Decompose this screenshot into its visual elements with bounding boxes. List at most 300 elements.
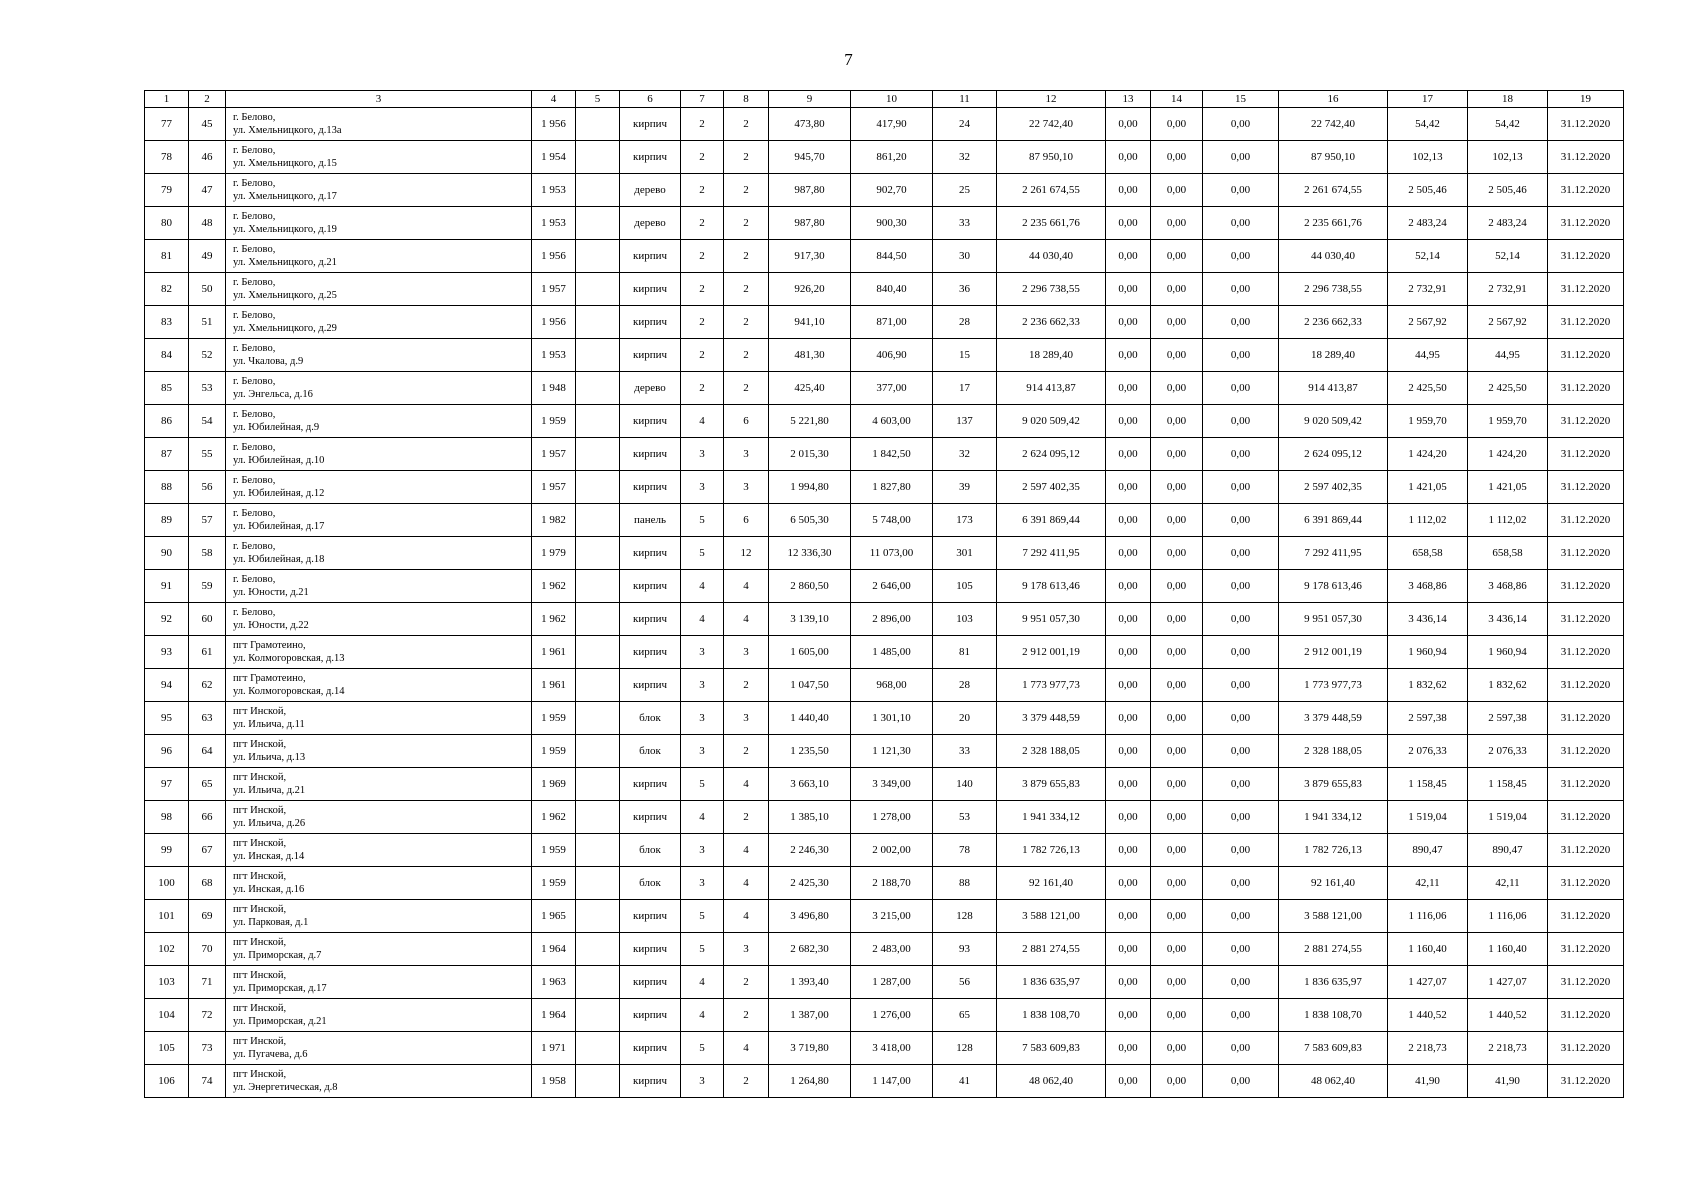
table-cell: 0,00: [1151, 570, 1203, 603]
table-cell: 99: [145, 834, 189, 867]
table-cell: 31.12.2020: [1548, 405, 1624, 438]
table-cell: 4: [724, 834, 769, 867]
table-cell: 173: [933, 504, 997, 537]
table-cell: 0,00: [1106, 240, 1151, 273]
address-locality: пгт Инской,: [233, 739, 287, 750]
table-cell: 1 962: [532, 570, 576, 603]
address-street: ул. Чкалова, д.9: [233, 356, 304, 367]
address-street: ул. Юности, д.22: [233, 620, 309, 631]
table-cell: 1 956: [532, 306, 576, 339]
table-cell: 2 881 274,55: [997, 933, 1106, 966]
address-cell: [226, 570, 532, 603]
table-cell: 81: [933, 636, 997, 669]
address-cell: [226, 240, 532, 273]
table-cell: 85: [145, 372, 189, 405]
table-cell: 25: [933, 174, 997, 207]
table-cell: 4: [681, 603, 724, 636]
table-cell: [576, 900, 620, 933]
column-header: 14: [1151, 91, 1203, 108]
address-street: ул. Пугачева, д.6: [233, 1049, 308, 1060]
table-cell: 72: [189, 999, 226, 1032]
address-street: ул. Юбилейная, д.10: [233, 455, 325, 466]
table-cell: 0,00: [1151, 108, 1203, 141]
column-header: 19: [1548, 91, 1624, 108]
table-cell: 1 838 108,70: [997, 999, 1106, 1032]
table-cell: 1 941 334,12: [997, 801, 1106, 834]
table-cell: 2 624 095,12: [997, 438, 1106, 471]
column-header: 9: [769, 91, 851, 108]
table-cell: 0,00: [1151, 735, 1203, 768]
address-locality: г. Белово,: [233, 343, 276, 354]
table-cell: 0,00: [1106, 801, 1151, 834]
table-cell: 7 292 411,95: [997, 537, 1106, 570]
table-cell: 18 289,40: [997, 339, 1106, 372]
column-header: 13: [1106, 91, 1151, 108]
table-cell: 70: [189, 933, 226, 966]
table-row: [145, 735, 1624, 768]
table-cell: [576, 471, 620, 504]
table-cell: 2: [724, 108, 769, 141]
address-street: ул. Юбилейная, д.17: [233, 521, 325, 532]
table-cell: 1 836 635,97: [1279, 966, 1388, 999]
address-locality: г. Белово,: [233, 607, 276, 618]
address-cell: [226, 207, 532, 240]
table-cell: 0,00: [1203, 801, 1279, 834]
table-cell: 106: [145, 1065, 189, 1098]
table-cell: 22 742,40: [997, 108, 1106, 141]
table-cell: 4: [724, 570, 769, 603]
table-cell: 41,90: [1388, 1065, 1468, 1098]
table-cell: 2: [681, 174, 724, 207]
table-cell: 3 468,86: [1388, 570, 1468, 603]
table-cell: кирпич: [620, 768, 681, 801]
table-cell: 2 076,33: [1388, 735, 1468, 768]
table-cell: 11 073,00: [851, 537, 933, 570]
address-locality: г. Белово,: [233, 541, 276, 552]
table-cell: 3 468,86: [1468, 570, 1548, 603]
table-cell: 15: [933, 339, 997, 372]
table-cell: 3 139,10: [769, 603, 851, 636]
table-cell: 968,00: [851, 669, 933, 702]
table-cell: 473,80: [769, 108, 851, 141]
address-street: ул. Хмельницкого, д.15: [233, 158, 337, 169]
table-cell: 31.12.2020: [1548, 669, 1624, 702]
table-cell: 4: [724, 603, 769, 636]
table-cell: 4: [681, 570, 724, 603]
table-cell: 52: [189, 339, 226, 372]
table-cell: 0,00: [1151, 801, 1203, 834]
table-cell: 3: [681, 669, 724, 702]
column-header: 7: [681, 91, 724, 108]
table-cell: 39: [933, 471, 997, 504]
table-cell: 102: [145, 933, 189, 966]
table-cell: 890,47: [1468, 834, 1548, 867]
address-cell: [226, 438, 532, 471]
table-cell: 20: [933, 702, 997, 735]
table-cell: 1 941 334,12: [1279, 801, 1388, 834]
table-cell: 3 663,10: [769, 768, 851, 801]
column-header: 12: [997, 91, 1106, 108]
table-cell: кирпич: [620, 570, 681, 603]
housing-register-table: [144, 90, 1624, 1098]
table-cell: 1 963: [532, 966, 576, 999]
table-cell: 0,00: [1151, 306, 1203, 339]
table-cell: блок: [620, 702, 681, 735]
table-row: [145, 240, 1624, 273]
table-row: [145, 900, 1624, 933]
table-cell: 5 748,00: [851, 504, 933, 537]
table-cell: блок: [620, 834, 681, 867]
table-cell: [576, 1065, 620, 1098]
table-cell: 3: [724, 933, 769, 966]
address-street: ул. Юности, д.21: [233, 587, 309, 598]
table-cell: 1 960,94: [1388, 636, 1468, 669]
table-cell: [576, 306, 620, 339]
table-cell: 3: [681, 735, 724, 768]
table-cell: 2 896,00: [851, 603, 933, 636]
table-cell: 59: [189, 570, 226, 603]
table-cell: 1 160,40: [1468, 933, 1548, 966]
table-cell: [576, 636, 620, 669]
table-cell: 1 427,07: [1468, 966, 1548, 999]
table-cell: 105: [145, 1032, 189, 1065]
table-cell: [576, 108, 620, 141]
address-street: ул. Хмельницкого, д.25: [233, 290, 337, 301]
address-cell: [226, 339, 532, 372]
table-cell: 1 424,20: [1468, 438, 1548, 471]
table-cell: [576, 273, 620, 306]
address-street: ул. Хмельницкого, д.13а: [233, 125, 342, 136]
address-street: ул. Хмельницкого, д.19: [233, 224, 337, 235]
table-cell: 945,70: [769, 141, 851, 174]
table-cell: 6 391 869,44: [997, 504, 1106, 537]
table-cell: 2: [724, 669, 769, 702]
table-cell: 0,00: [1106, 1065, 1151, 1098]
table-cell: [576, 240, 620, 273]
table-cell: 97: [145, 768, 189, 801]
table-cell: 0,00: [1203, 141, 1279, 174]
table-cell: 2: [724, 372, 769, 405]
table-cell: 0,00: [1106, 768, 1151, 801]
table-cell: 0,00: [1151, 141, 1203, 174]
column-header: 6: [620, 91, 681, 108]
address-cell: [226, 966, 532, 999]
table-cell: 2 261 674,55: [1279, 174, 1388, 207]
table-cell: 2 860,50: [769, 570, 851, 603]
table-cell: 1 047,50: [769, 669, 851, 702]
address-locality: г. Белово,: [233, 310, 276, 321]
table-row: [145, 207, 1624, 240]
table-cell: [576, 372, 620, 405]
table-cell: 93: [933, 933, 997, 966]
address-cell: [226, 306, 532, 339]
table-cell: 2: [724, 735, 769, 768]
address-street: ул. Ильича, д.21: [233, 785, 306, 796]
table-cell: 31.12.2020: [1548, 834, 1624, 867]
table-cell: 2: [681, 108, 724, 141]
table-cell: 1 994,80: [769, 471, 851, 504]
table-cell: 2: [681, 372, 724, 405]
table-cell: кирпич: [620, 900, 681, 933]
table-cell: 1 782 726,13: [997, 834, 1106, 867]
table-cell: [576, 603, 620, 636]
table-cell: 0,00: [1151, 768, 1203, 801]
table-cell: 1 832,62: [1468, 669, 1548, 702]
address-cell: [226, 636, 532, 669]
table-cell: 2 597 402,35: [997, 471, 1106, 504]
table-cell: 417,90: [851, 108, 933, 141]
table-cell: 0,00: [1203, 1065, 1279, 1098]
table-cell: 6: [724, 405, 769, 438]
table-cell: 1 440,52: [1468, 999, 1548, 1032]
table-cell: 2 732,91: [1468, 273, 1548, 306]
table-cell: 73: [189, 1032, 226, 1065]
table-cell: 5 221,80: [769, 405, 851, 438]
table-cell: [576, 174, 620, 207]
table-cell: кирпич: [620, 603, 681, 636]
table-cell: 48 062,40: [1279, 1065, 1388, 1098]
table-cell: 4: [681, 405, 724, 438]
address-cell: [226, 471, 532, 504]
address-street: ул. Юбилейная, д.9: [233, 422, 320, 433]
table-cell: 2: [724, 273, 769, 306]
table-cell: 31.12.2020: [1548, 141, 1624, 174]
table-cell: 9 178 613,46: [1279, 570, 1388, 603]
table-cell: 44,95: [1468, 339, 1548, 372]
table-cell: кирпич: [620, 966, 681, 999]
address-cell: [226, 1032, 532, 1065]
table-cell: 0,00: [1151, 207, 1203, 240]
table-cell: 1 964: [532, 933, 576, 966]
table-cell: 1 979: [532, 537, 576, 570]
table-cell: 0,00: [1203, 537, 1279, 570]
table-row: [145, 801, 1624, 834]
table-cell: 1 959: [532, 834, 576, 867]
table-cell: 0,00: [1106, 570, 1151, 603]
table-cell: 2 597,38: [1468, 702, 1548, 735]
column-header: 10: [851, 91, 933, 108]
table-cell: 63: [189, 702, 226, 735]
column-header: 5: [576, 91, 620, 108]
table-cell: 1 959,70: [1468, 405, 1548, 438]
address-locality: пгт Инской,: [233, 838, 287, 849]
table-cell: 80: [145, 207, 189, 240]
table-cell: кирпич: [620, 273, 681, 306]
address-street: ул. Приморская, д.21: [233, 1016, 327, 1027]
table-row: [145, 372, 1624, 405]
address-locality: г. Белово,: [233, 574, 276, 585]
table-row: [145, 471, 1624, 504]
table-cell: 0,00: [1106, 900, 1151, 933]
table-cell: 0,00: [1106, 735, 1151, 768]
table-cell: 49: [189, 240, 226, 273]
table-cell: 861,20: [851, 141, 933, 174]
table-cell: 3 436,14: [1388, 603, 1468, 636]
address-cell: [226, 174, 532, 207]
address-cell: [226, 108, 532, 141]
address-street: ул. Юбилейная, д.18: [233, 554, 325, 565]
table-cell: 2 732,91: [1388, 273, 1468, 306]
table-cell: 31.12.2020: [1548, 603, 1624, 636]
table-cell: 1 953: [532, 174, 576, 207]
table-cell: 0,00: [1106, 273, 1151, 306]
table-cell: 12 336,30: [769, 537, 851, 570]
table-cell: 1 954: [532, 141, 576, 174]
address-street: ул. Приморская, д.7: [233, 950, 322, 961]
table-cell: 71: [189, 966, 226, 999]
table-cell: 128: [933, 900, 997, 933]
address-locality: пгт Грамотеино,: [233, 673, 306, 684]
address-locality: г. Белово,: [233, 145, 276, 156]
address-locality: г. Белово,: [233, 508, 276, 519]
table-cell: 1 121,30: [851, 735, 933, 768]
table-cell: 52,14: [1388, 240, 1468, 273]
address-cell: [226, 933, 532, 966]
table-row: [145, 603, 1624, 636]
table-cell: 1 959,70: [1388, 405, 1468, 438]
table-cell: 2 425,50: [1468, 372, 1548, 405]
table-cell: кирпич: [620, 669, 681, 702]
table-cell: 871,00: [851, 306, 933, 339]
table-cell: 56: [189, 471, 226, 504]
table-cell: 1 953: [532, 207, 576, 240]
table-cell: 1 961: [532, 669, 576, 702]
table-cell: 890,47: [1388, 834, 1468, 867]
address-locality: г. Белово,: [233, 112, 276, 123]
table-cell: 0,00: [1106, 867, 1151, 900]
table-cell: 2 188,70: [851, 867, 933, 900]
table-cell: 3: [681, 438, 724, 471]
address-cell: [226, 999, 532, 1032]
table-cell: 6 391 869,44: [1279, 504, 1388, 537]
table-cell: 2: [681, 141, 724, 174]
table-cell: 0,00: [1106, 405, 1151, 438]
table-cell: 83: [145, 306, 189, 339]
table-row: [145, 702, 1624, 735]
table-cell: [576, 207, 620, 240]
address-cell: [226, 801, 532, 834]
table-cell: 82: [145, 273, 189, 306]
table-cell: 1 519,04: [1468, 801, 1548, 834]
table-row: [145, 570, 1624, 603]
table-cell: 0,00: [1106, 966, 1151, 999]
table-cell: 86: [145, 405, 189, 438]
table-cell: 914 413,87: [1279, 372, 1388, 405]
table-cell: 1 421,05: [1468, 471, 1548, 504]
table-cell: 0,00: [1203, 339, 1279, 372]
table-cell: 2: [724, 306, 769, 339]
table-cell: 0,00: [1151, 933, 1203, 966]
table-cell: 78: [933, 834, 997, 867]
table-cell: 0,00: [1151, 966, 1203, 999]
address-locality: пгт Инской,: [233, 805, 287, 816]
address-cell: [226, 603, 532, 636]
table-cell: 0,00: [1203, 372, 1279, 405]
table-cell: 31.12.2020: [1548, 999, 1624, 1032]
table-cell: 0,00: [1203, 933, 1279, 966]
table-cell: 0,00: [1151, 636, 1203, 669]
table-cell: 31.12.2020: [1548, 702, 1624, 735]
table-cell: 0,00: [1203, 735, 1279, 768]
table-cell: 1 385,10: [769, 801, 851, 834]
address-street: ул. Приморская, д.17: [233, 983, 327, 994]
table-cell: 31.12.2020: [1548, 537, 1624, 570]
table-cell: 100: [145, 867, 189, 900]
table-cell: 1 116,06: [1388, 900, 1468, 933]
table-cell: 0,00: [1151, 372, 1203, 405]
table-cell: 1 957: [532, 273, 576, 306]
address-street: ул. Ильича, д.13: [233, 752, 306, 763]
table-cell: 1 387,00: [769, 999, 851, 1032]
table-cell: 28: [933, 306, 997, 339]
column-header: 16: [1279, 91, 1388, 108]
table-cell: 987,80: [769, 174, 851, 207]
table-cell: 92 161,40: [1279, 867, 1388, 900]
table-cell: 1 393,40: [769, 966, 851, 999]
table-cell: 31.12.2020: [1548, 636, 1624, 669]
table-cell: 2: [681, 207, 724, 240]
table-cell: 2 505,46: [1468, 174, 1548, 207]
table-row: [145, 174, 1624, 207]
address-locality: пгт Инской,: [233, 1003, 287, 1014]
table-cell: 0,00: [1151, 834, 1203, 867]
table-cell: 0,00: [1203, 570, 1279, 603]
table-cell: 0,00: [1203, 504, 1279, 537]
table-cell: 0,00: [1106, 504, 1151, 537]
table-cell: 1 605,00: [769, 636, 851, 669]
table-cell: 2 235 661,76: [997, 207, 1106, 240]
table-cell: [576, 405, 620, 438]
table-cell: 54,42: [1388, 108, 1468, 141]
table-cell: 0,00: [1106, 537, 1151, 570]
table-cell: 1 959: [532, 405, 576, 438]
table-cell: [576, 339, 620, 372]
table-cell: 0,00: [1106, 471, 1151, 504]
table-cell: 1 264,80: [769, 1065, 851, 1098]
table-cell: 31.12.2020: [1548, 1032, 1624, 1065]
table-cell: 18 289,40: [1279, 339, 1388, 372]
table-cell: 7 583 609,83: [997, 1032, 1106, 1065]
table-cell: 2 912 001,19: [997, 636, 1106, 669]
table-cell: 4: [724, 900, 769, 933]
address-cell: [226, 504, 532, 537]
column-header: 1: [145, 91, 189, 108]
table-cell: 78: [145, 141, 189, 174]
table-cell: 50: [189, 273, 226, 306]
address-cell: [226, 372, 532, 405]
table-cell: 31.12.2020: [1548, 570, 1624, 603]
table-cell: 102,13: [1388, 141, 1468, 174]
table-row: [145, 1032, 1624, 1065]
table-cell: 1 773 977,73: [997, 669, 1106, 702]
column-header: 3: [226, 91, 532, 108]
table-cell: 658,58: [1388, 537, 1468, 570]
table-cell: 0,00: [1151, 174, 1203, 207]
table-cell: 0,00: [1203, 768, 1279, 801]
table-row: [145, 636, 1624, 669]
table-cell: 2 235 661,76: [1279, 207, 1388, 240]
table-cell: кирпич: [620, 108, 681, 141]
table-row: [145, 966, 1624, 999]
table-cell: 79: [145, 174, 189, 207]
table-cell: 1 969: [532, 768, 576, 801]
table-cell: 9 178 613,46: [997, 570, 1106, 603]
table-cell: 42,11: [1468, 867, 1548, 900]
table-cell: 1 116,06: [1468, 900, 1548, 933]
table-cell: 66: [189, 801, 226, 834]
table-row: [145, 273, 1624, 306]
address-street: ул. Хмельницкого, д.21: [233, 257, 337, 268]
